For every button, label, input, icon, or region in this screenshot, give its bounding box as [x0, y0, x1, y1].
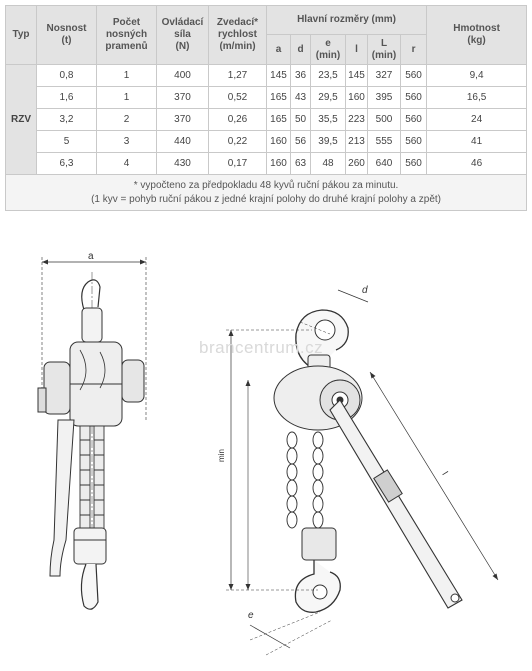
- table-cell: 555: [368, 131, 401, 153]
- table-cell: 370: [157, 109, 209, 131]
- header-dim-a: a: [267, 35, 291, 65]
- table-cell: 145: [267, 65, 291, 87]
- watermark: brancentrum.cz: [199, 338, 324, 357]
- table-cell: 160: [346, 87, 368, 109]
- dim-label-min: min: [217, 449, 226, 462]
- table-cell: 36: [291, 65, 311, 87]
- table-row: [6, 153, 527, 175]
- table-cell: 2: [97, 109, 157, 131]
- lever-hoist-technical-drawing: [0, 235, 532, 671]
- header-nosnost: Nosnost (t): [37, 6, 97, 65]
- table-cell: 160: [267, 131, 291, 153]
- header-hlavni-rozmery: Hlavní rozměry (mm): [267, 6, 427, 35]
- header-typ: Typ: [6, 6, 37, 65]
- table-cell: 500: [368, 109, 401, 131]
- table-cell: 3,2: [37, 109, 97, 131]
- table-cell: 370: [157, 87, 209, 109]
- table-cell: 16,5: [427, 87, 527, 109]
- header-hmotnost: Hmotnost (kg): [427, 6, 527, 65]
- table-cell: 23,5: [311, 65, 346, 87]
- table-cell: 440: [157, 131, 209, 153]
- header-ovladaci: Ovládací síla (N): [157, 6, 209, 65]
- table-cell: 43: [291, 87, 311, 109]
- table-row: [6, 131, 527, 153]
- table-cell: 327: [368, 65, 401, 87]
- table-cell: 1,6: [37, 87, 97, 109]
- header-zvedaci: Zvedací* rychlost (m/min): [209, 6, 267, 65]
- dim-label-a: a: [88, 251, 94, 262]
- table-cell: 1: [97, 65, 157, 87]
- table-cell: 0,26: [209, 109, 267, 131]
- specification-table: [5, 5, 527, 211]
- table-cell: 63: [291, 153, 311, 175]
- header-pocet: Počet nosných pramenů: [97, 6, 157, 65]
- side-view: [38, 257, 146, 610]
- table-cell: 3: [97, 131, 157, 153]
- table-cell: 560: [401, 65, 427, 87]
- table-cell: 35,5: [311, 109, 346, 131]
- table-cell: 48: [311, 153, 346, 175]
- table-cell: 50: [291, 109, 311, 131]
- header-dim-d: d: [291, 35, 311, 65]
- table-cell: 1,27: [209, 65, 267, 87]
- table-cell: 223: [346, 109, 368, 131]
- table-cell: 56: [291, 131, 311, 153]
- table-cell: 260: [346, 153, 368, 175]
- table-cell: 46: [427, 153, 527, 175]
- table-cell: 560: [401, 131, 427, 153]
- table-cell: 430: [157, 153, 209, 175]
- table-row: [6, 109, 527, 131]
- header-dim-L: L (min): [368, 35, 401, 65]
- table-body: [6, 65, 527, 175]
- table-cell: 5: [37, 131, 97, 153]
- table-cell: 213: [346, 131, 368, 153]
- dim-label-e: e: [248, 610, 254, 621]
- table-cell: 9,4: [427, 65, 527, 87]
- table-cell: 160: [267, 153, 291, 175]
- table-cell: 4: [97, 153, 157, 175]
- table-cell: 0,17: [209, 153, 267, 175]
- table-cell: 165: [267, 87, 291, 109]
- table-cell: 41: [427, 131, 527, 153]
- table-cell: 640: [368, 153, 401, 175]
- table-row: [6, 87, 527, 109]
- dim-label-l: l: [440, 469, 450, 477]
- table-cell: 560: [401, 87, 427, 109]
- table-cell: 560: [401, 109, 427, 131]
- table-cell: 400: [157, 65, 209, 87]
- header-dim-r: r: [401, 35, 427, 65]
- table-cell: 0,52: [209, 87, 267, 109]
- table-cell: 1: [97, 87, 157, 109]
- type-cell: RZV: [6, 65, 37, 175]
- table-cell: 29,5: [311, 87, 346, 109]
- table-footnote: * vypočteno za předpokladu 48 kyvů ruční pákou za minutu. (1 kyv = pohyb ruční pákou z jedné krajní polohy do druhé krajní polohy a zpět): [6, 175, 527, 211]
- table-cell: 145: [346, 65, 368, 87]
- table-cell: 165: [267, 109, 291, 131]
- table-cell: 560: [401, 153, 427, 175]
- table-cell: 6,3: [37, 153, 97, 175]
- table-cell: 0,8: [37, 65, 97, 87]
- table-cell: 39,5: [311, 131, 346, 153]
- dim-label-d: d: [362, 285, 368, 296]
- header-dim-e: e (min): [311, 35, 346, 65]
- table-cell: 0,22: [209, 131, 267, 153]
- table-row: [6, 65, 527, 87]
- header-dim-l: l: [346, 35, 368, 65]
- table-cell: 24: [427, 109, 527, 131]
- table-cell: 395: [368, 87, 401, 109]
